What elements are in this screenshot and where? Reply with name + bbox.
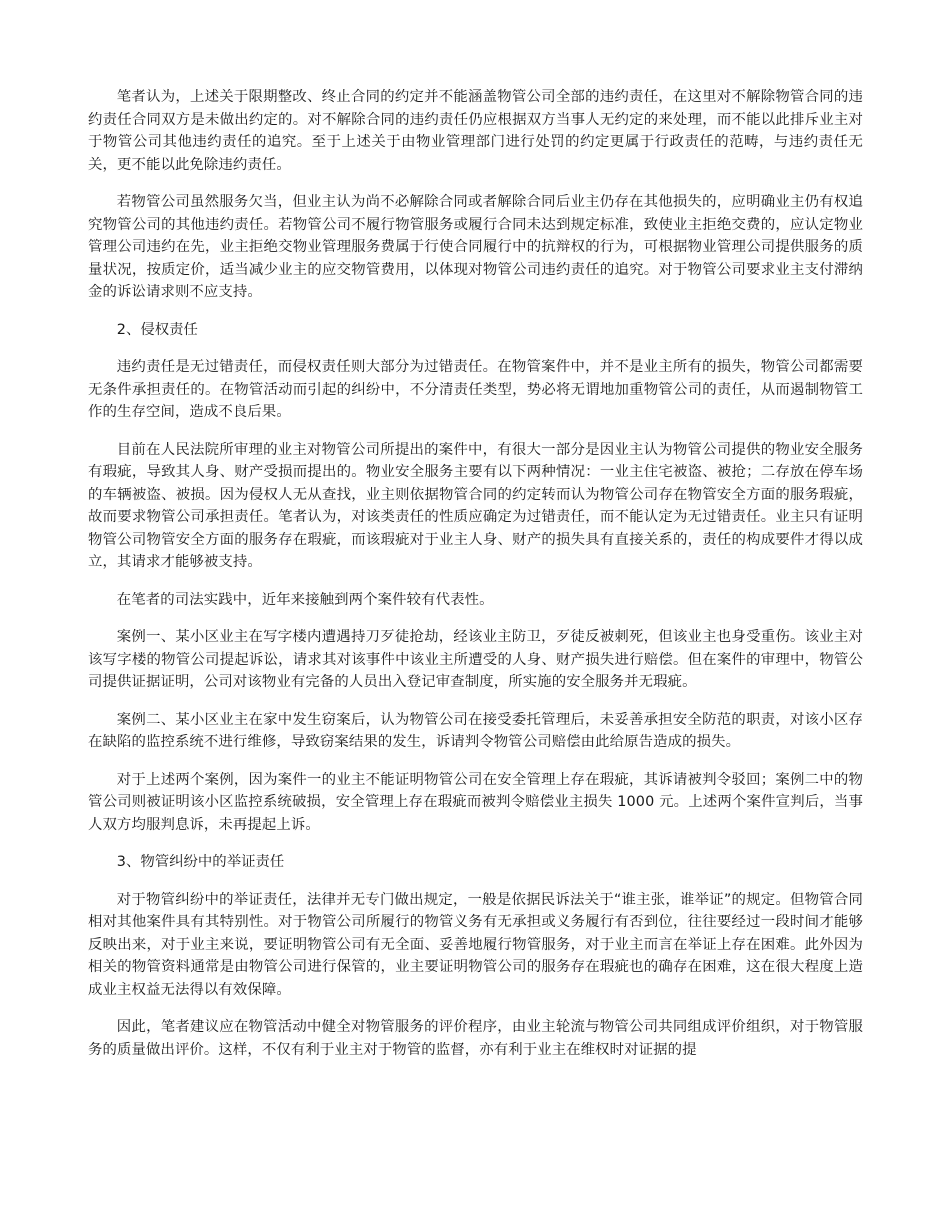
paragraph-burden-of-proof: 对于物管纠纷中的举证责任，法律并无专门做出规定，一般是依据民诉法关于“谁主张，谁举证”的规定。但物管合同相对其他案件具有其特别性。对于物管公司所履行的物管义务有无承担或义务履行有否到位，往往要经过一段时间才能够反映出来，对于业主来说，要证明物管公司有无全面、妥善地履行物管服务，对于业主而言在举证上存在困难。此外因为相关的物管资料通常是由物管公司进行保管的，业主要证明物管公司的服务存在瑕疵也的确存在困难，这在很大程度上造成业主权益无法得以有效保障。 xyxy=(88,891,863,998)
paragraph-security-service-cases: 目前在人民法院所审理的业主对物管公司所提出的案件中，有很大一部分是因业主认为物管公司提供的物业安全服务有瑕疵，导致其人身、财产受损而提出的。物业安全服务主要有以下两种情况：一业主住宅被盗、被抢；二存放在停车场的车辆被盗、被损。因为侵权人无从查找，业主则依据物管合同的约定转而认为物管公司存在物管安全方面的服务瑕疵，故而要求物管公司承担责任。笔者认为，对该类责任的性质应确定为过错责任，而不能认定为无过错责任。业主只有证明物管公司物管安全方面的服务存在瑕疵，而该瑕疵对于业主人身、财产的损失具有直接关系的，责任的构成要件才得以成立，其请求才能够被支持。 xyxy=(88,441,863,570)
section-heading-burden-of-proof: 3、物管纠纷中的举证责任 xyxy=(116,854,285,870)
document-body xyxy=(88,86,863,1076)
paragraph-recommendation: 因此，笔者建议应在物管活动中健全对物管服务的评价程序，由业主轮流与物管公司共同组成评价组织，对于物管服务的质量做出评价。这样，不仅有利于业主对于物管的监督，亦有利于业主在维权时对证据的提 xyxy=(88,1019,863,1058)
paragraph-breach-liability-pursuit: 若物管公司虽然服务欠当，但业主认为尚不必解除合同或者解除合同后业主仍存在其他损失的，应明确业主仍有权追究物管公司的其他违约责任。若物管公司不履行物管服务或履行合同未达到规定标准，致使业主拒绝交费的，应认定物业管理公司违约在先，业主拒绝交物业管理服务费属于行使合同履行中的抗辩权的行为，可根据物业管理公司提供服务的质量状况，按质定价，适当减少业主的应交物管费用，以体现对物管公司违约责任的追究。对于物管公司要求业主支付滞纳金的诉讼请求则不应支持。 xyxy=(88,194,863,300)
paragraph-tort-vs-breach: 违约责任是无过错责任，而侵权责任则大部分为过错责任。在物管案件中，并不是业主所有的损失，物管公司都需要无条件承担责任的。在物管活动而引起的纠纷中，不分清责任类型，势必将无谓地加重物管公司的责任，从而遏制物管工作的生存空间，造成不良后果。 xyxy=(88,359,863,420)
paragraph-case-outcomes: 对于上述两个案例，因为案件一的业主不能证明物管公司在安全管理上存在瑕疵，其诉请被判令驳回；案例二中的物管公司则被证明该小区监控系统破损，安全管理上存在瑕疵而被判令赔偿业主损失 1000 元。上述两个案件宣判后，当事人双方均服判息诉，未再提起上诉。 xyxy=(88,771,863,833)
paragraph-case-two: 案例二、某小区业主在家中发生窃案后，认为物管公司在接受委托管理后，未妥善承担安全防范的职责，对该小区存在缺陷的监控系统不进行维修，导致窃案结果的发生，诉请判令物管公司赔偿由此给原告造成的损失。 xyxy=(88,711,863,750)
section-heading-tort-liability: 2、侵权责任 xyxy=(116,321,198,338)
paragraph-breach-liability-opinion: 笔者认为，上述关于限期整改、终止合同的约定并不能涵盖物管公司全部的违约责任，在这里对不解除物管合同的违约责任合同双方是未做出约定的。对不解除合同的违约责任仍应根据双方当事人无约定的来处理，而不能以此排斥业主对于物管公司其他违约责任的追究。至于上述关于由物业管理部门进行处罚的约定更属于行政责任的范畴，与违约责任无关，更不能以此免除违约责任。 xyxy=(88,89,863,173)
paragraph-practice-intro: 在笔者的司法实践中，近年来接触到两个案件较有代表性。 xyxy=(116,591,494,608)
paragraph-case-one: 案例一、某小区业主在写字楼内遭遇持刀歹徒抢劫，经该业主防卫，歹徒反被刺死，但该业主也身受重伤。该业主对该写字楼的物管公司提起诉讼，请求其对该事件中该业主所遭受的人身、财产损失进行赔偿。但在案件的审理中，物管公司提供证据证明，公司对该物业有完备的人员出入登记审查制度，所实施的安全服务并无瑕疵。 xyxy=(88,629,863,690)
